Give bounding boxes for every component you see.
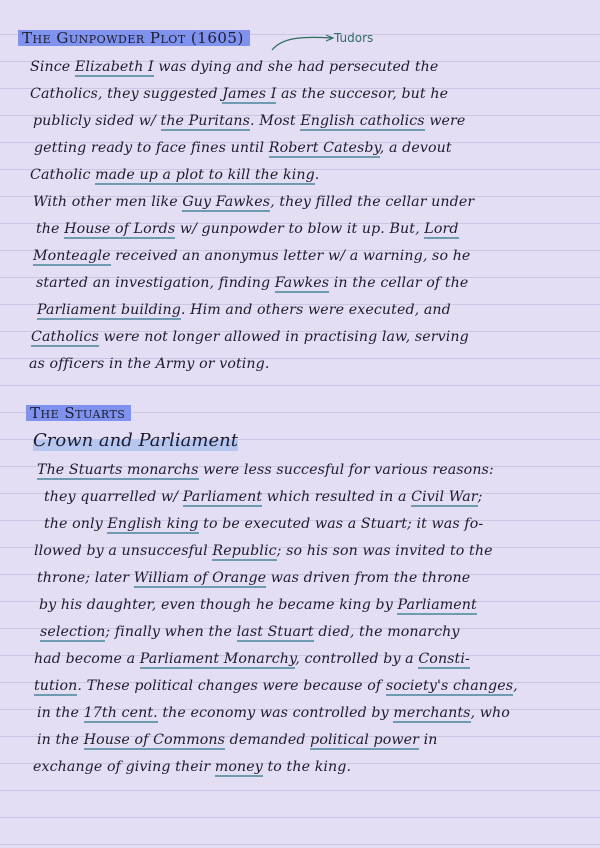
underlined-term: The Stuarts monarchs	[37, 462, 199, 478]
underlined-term: James I	[222, 86, 277, 102]
text-run: was driven from the throne	[266, 570, 471, 586]
underlined-term: Parliament Monarchy	[139, 651, 296, 667]
underlined-term: Fawkes	[274, 275, 330, 291]
text-run: throne; later	[37, 570, 134, 586]
text-line	[37, 568, 470, 588]
text-line	[30, 165, 319, 185]
text-line	[34, 676, 518, 696]
subheading-text: Crown and Parliament	[33, 430, 238, 451]
text-run: , they filled the cellar under	[270, 194, 475, 210]
text-run: ; finally when the	[105, 624, 237, 640]
text-run: in the	[37, 732, 84, 748]
underlined-term: Guy Fawkes	[182, 194, 271, 210]
text-run: the economy was controlled by	[157, 705, 394, 721]
text-run: started an investigation, finding	[36, 275, 275, 291]
text-run: Since	[30, 59, 75, 75]
underlined-term: the Puritans	[160, 113, 251, 129]
text-run: llowed by a unsuccesful	[34, 543, 213, 559]
text-line	[33, 246, 470, 266]
text-run: the	[36, 221, 65, 237]
underlined-term: Parliament	[182, 489, 263, 505]
text-run: exchange of giving their	[33, 759, 215, 775]
text-line	[37, 703, 510, 723]
text-run: With other men like	[33, 194, 183, 210]
underlined-term: tution	[34, 678, 78, 694]
text-run: w/ gunpowder to blow it up. But,	[175, 221, 425, 237]
underlined-term: Lord	[424, 221, 459, 237]
underlined-term: last Stuart	[236, 624, 314, 640]
tudors-note: Tudors	[334, 31, 374, 45]
text-line	[40, 622, 459, 642]
text-run: were	[424, 113, 466, 129]
text-line	[34, 541, 493, 561]
text-line	[34, 138, 452, 158]
underlined-term: money	[214, 759, 263, 775]
underlined-term: Civil War	[411, 489, 478, 505]
text-line	[39, 595, 477, 615]
text-line	[33, 757, 351, 777]
crown-and-parliament-subheading	[33, 430, 238, 452]
text-line	[29, 354, 269, 374]
text-run: received an anonymus letter w/ a warning, so he	[110, 248, 471, 264]
text-line	[30, 84, 448, 104]
underlined-term: selection	[40, 624, 106, 640]
underlined-term: merchants	[393, 705, 471, 721]
text-run: by his daughter, even though he became king by	[39, 597, 398, 613]
text-run: . Most	[250, 113, 301, 129]
text-run: were not longer allowed in practising law, serving	[98, 329, 469, 345]
text-run: in	[419, 732, 438, 748]
text-run: , a devout	[379, 140, 452, 156]
text-run: to be executed was a Stuart; it was fo-	[198, 516, 484, 532]
text-run: was dying and she had persecuted the	[153, 59, 439, 75]
underlined-term: society's changes	[385, 678, 514, 694]
arrow-icon	[270, 30, 340, 52]
text-run: publicly sided w/	[33, 113, 161, 129]
text-line	[31, 327, 469, 347]
underlined-term: William of Orange	[133, 570, 267, 586]
stuarts-section-title: The Stuarts	[26, 405, 131, 421]
text-run: demanded	[225, 732, 311, 748]
underlined-term: 17th cent.	[83, 705, 158, 721]
text-line	[37, 730, 438, 750]
text-line	[33, 111, 465, 131]
text-run: getting ready to face fines until	[34, 140, 269, 156]
text-run: , who	[470, 705, 510, 721]
underlined-term: made up a plot to kill the king	[95, 167, 315, 183]
text-line	[44, 487, 483, 507]
text-line	[36, 273, 468, 293]
text-line	[30, 57, 438, 77]
text-run: ; so his son was invited to the	[276, 543, 493, 559]
text-run: in the	[37, 705, 84, 721]
text-run: they quarrelled w/	[44, 489, 183, 505]
underlined-term: Parliament	[397, 597, 477, 613]
text-line	[37, 300, 451, 320]
text-line	[37, 460, 494, 480]
underlined-term: English king	[107, 516, 199, 532]
text-run: . Him and others were executed, and	[180, 302, 451, 318]
underlined-term: Republic	[212, 543, 277, 559]
text-run: had become a	[34, 651, 140, 667]
text-run: as the succesor, but he	[276, 86, 449, 102]
text-run: .	[314, 167, 320, 183]
underlined-term: political power	[310, 732, 419, 748]
underlined-term: Elizabeth I	[74, 59, 154, 75]
text-run: Catholics, they suggested	[30, 86, 223, 102]
text-line	[44, 514, 483, 534]
text-line	[34, 649, 470, 669]
text-run: Catholic	[30, 167, 96, 183]
underlined-term: English catholics	[300, 113, 425, 129]
underlined-term: House of Lords	[64, 221, 176, 237]
text-run: , controlled by a	[295, 651, 419, 667]
underlined-term: House of Commons	[83, 732, 226, 748]
text-run: to the king.	[262, 759, 352, 775]
text-run: ,	[513, 678, 518, 694]
text-run: ;	[477, 489, 483, 505]
text-run: were less succesful for various reasons:	[198, 462, 494, 478]
text-run: . These political changes were because of	[77, 678, 386, 694]
underlined-term: Robert Catesby	[268, 140, 380, 156]
text-line	[33, 192, 474, 212]
text-run: in the cellar of the	[329, 275, 469, 291]
gunpowder-plot-title: The Gunpowder Plot (1605)	[18, 30, 250, 46]
text-run: which resulted in a	[262, 489, 412, 505]
text-line	[36, 219, 459, 239]
underlined-term: Catholics	[31, 329, 99, 345]
underlined-term: Parliament building	[37, 302, 181, 318]
text-run: died, the monarchy	[313, 624, 460, 640]
underlined-term: Monteagle	[33, 248, 111, 264]
underlined-term: Consti-	[418, 651, 470, 667]
text-run: as officers in the Army or voting.	[29, 356, 270, 372]
text-run: the only	[44, 516, 108, 532]
